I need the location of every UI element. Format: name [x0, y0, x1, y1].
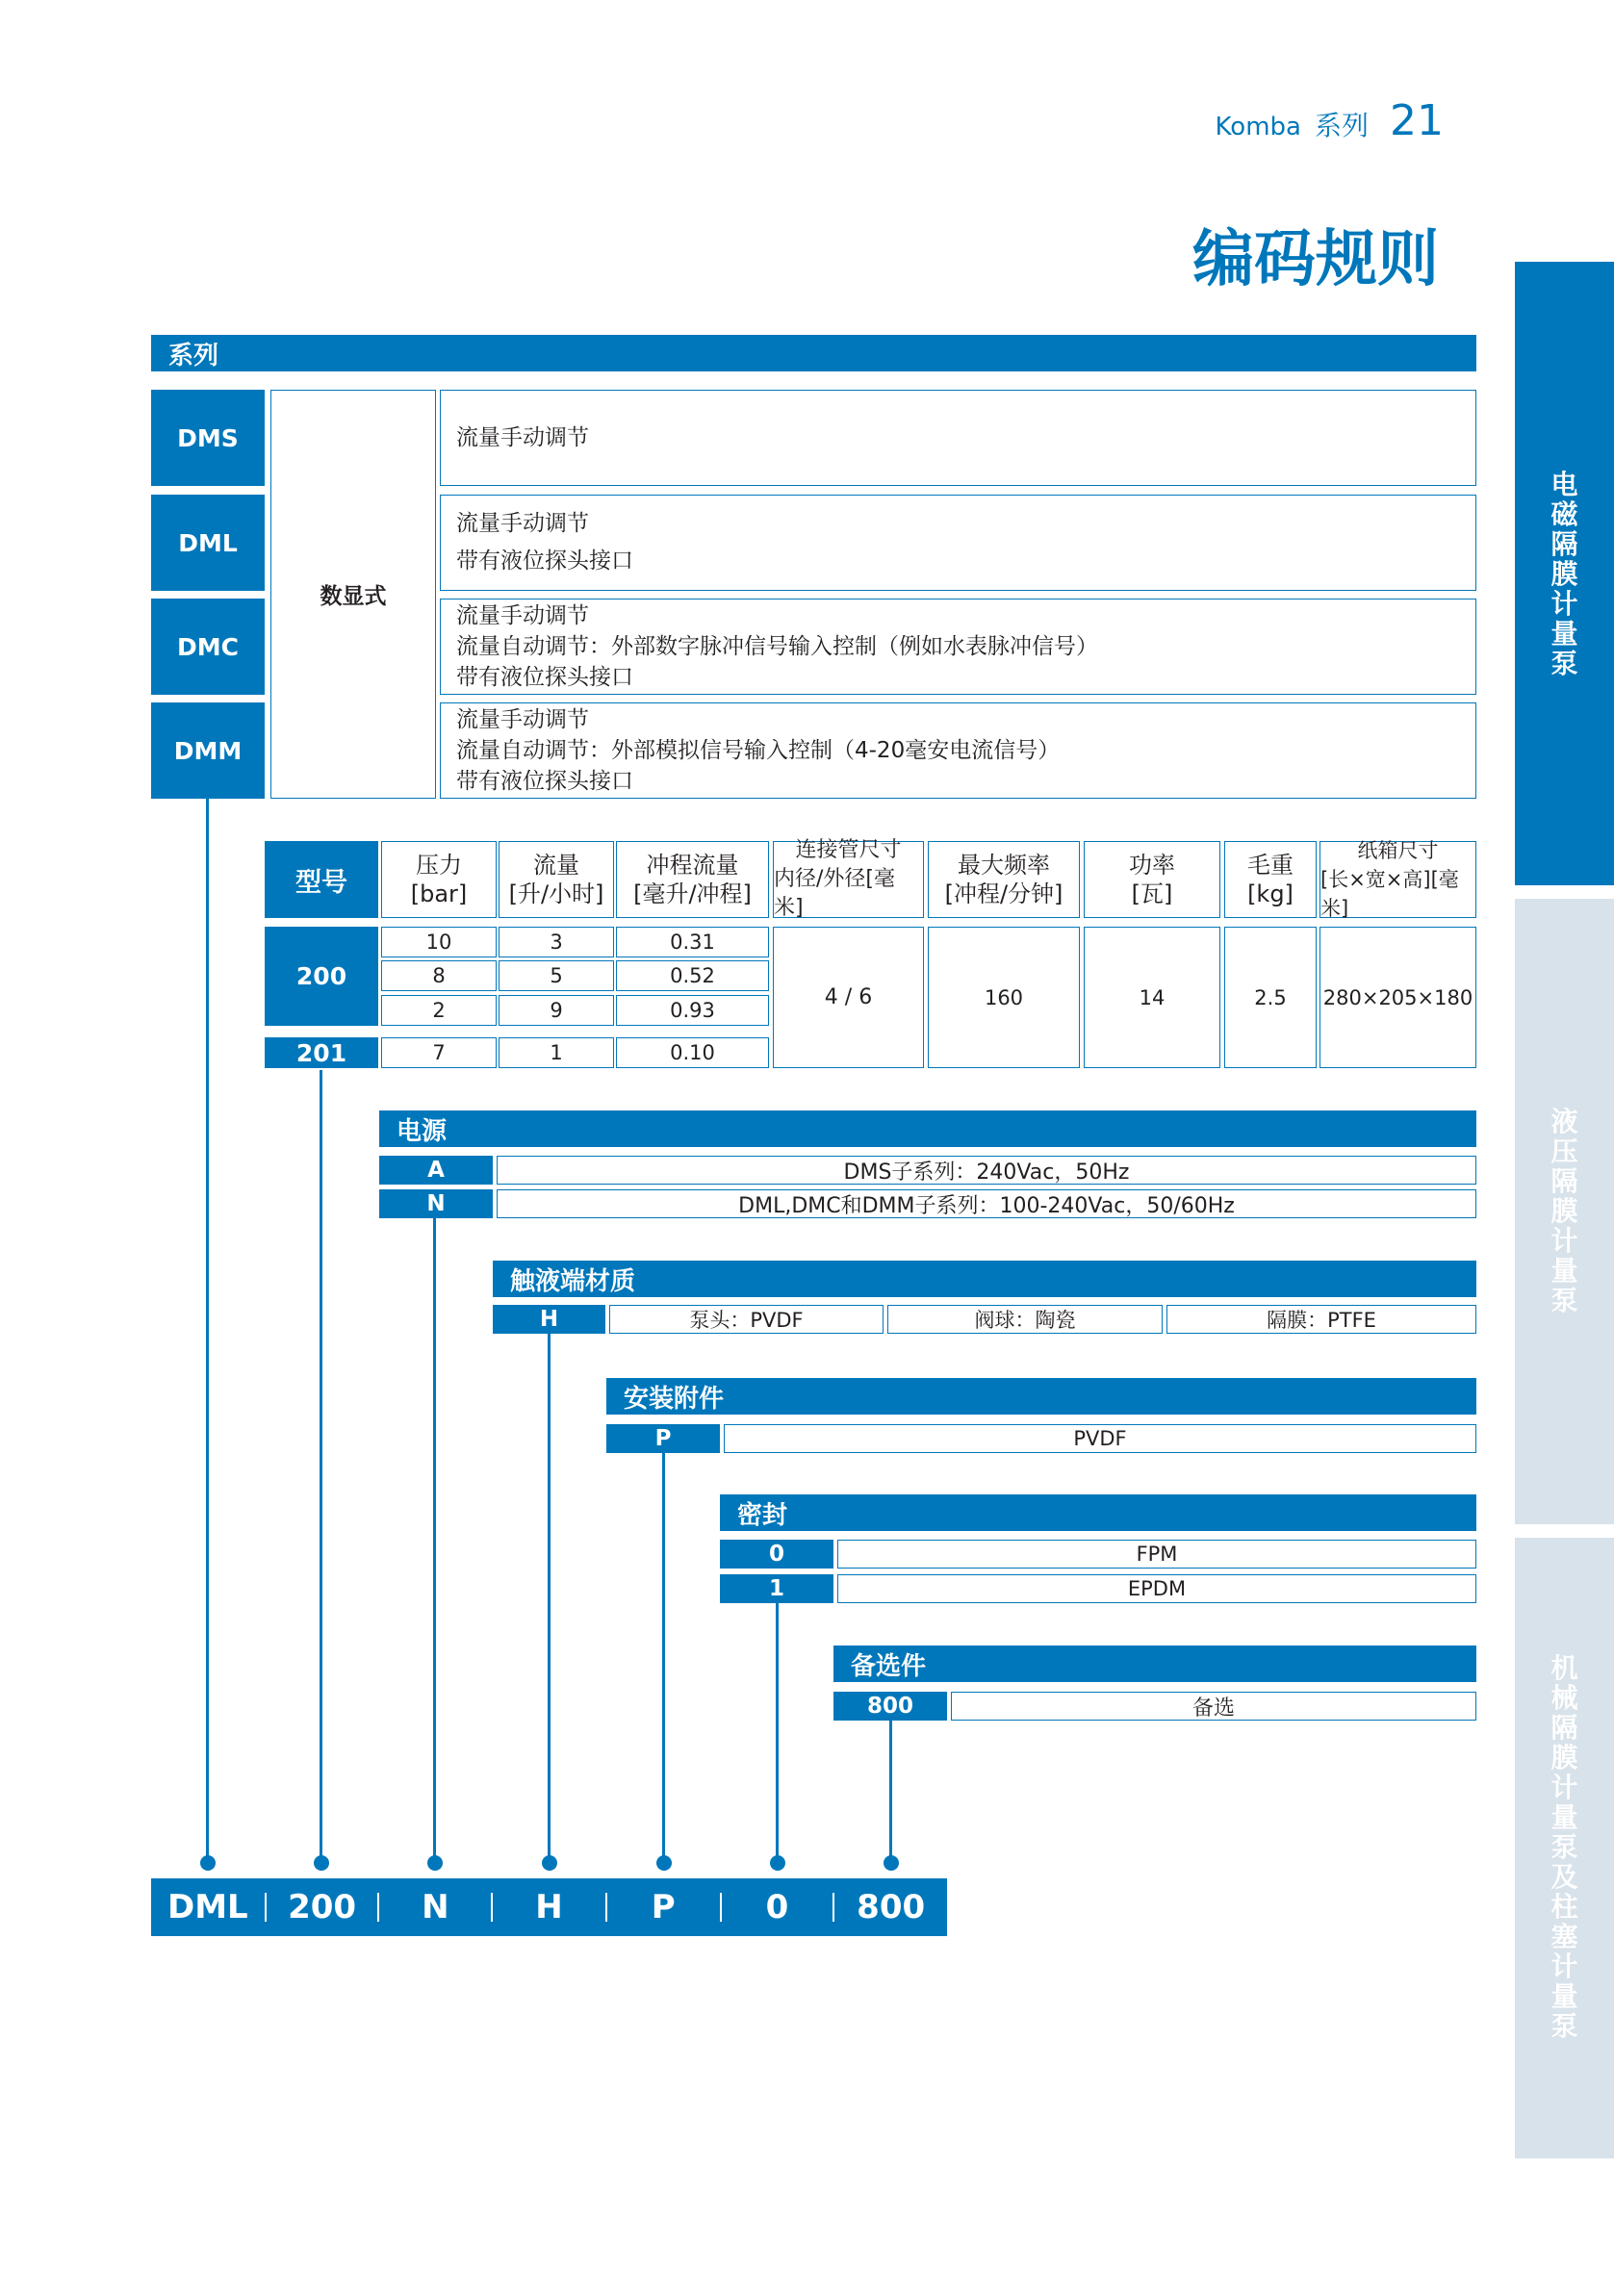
max-freq-cell: 160: [928, 927, 1080, 1068]
header-line1: 功率: [1129, 852, 1175, 879]
side-tab-label: 机械隔膜计量泵及柱塞计量泵: [1550, 1652, 1578, 2042]
brand-name: Komba: [1215, 113, 1301, 141]
table-cell: 2: [381, 995, 497, 1026]
table-cell: 9: [499, 995, 614, 1026]
seal-code-1: 1: [720, 1574, 833, 1603]
power-code-n: N: [379, 1189, 493, 1218]
header-line1: 冲程流量: [646, 852, 739, 879]
power-desc-a: DMS子系列：240Vac，50Hz: [497, 1156, 1476, 1185]
table-cell: 0.52: [616, 960, 769, 991]
header-line2: [bar]: [410, 880, 468, 907]
power-desc-n: DML,DMC和DMM子系列：100-240Vac，50/60Hz: [497, 1189, 1476, 1218]
series-code-dml: DML: [151, 495, 265, 591]
spare-heading: 备选件: [833, 1645, 1476, 1682]
connector-line-model: [320, 1070, 322, 1862]
desc-line: 带有液位探头接口: [456, 665, 633, 690]
col-header-carton: [1319, 841, 1476, 918]
series-heading: 系列: [151, 335, 1476, 371]
table-cell: 7: [381, 1037, 497, 1068]
side-tab-label: 电磁隔膜计量泵: [1550, 469, 1578, 679]
header-line2: [长×宽×高][毫米]: [1320, 868, 1459, 920]
series-code-dmm: DMM: [151, 702, 265, 799]
result-code-series: DML: [167, 1888, 248, 1926]
desc-line: 流量手动调节: [456, 511, 589, 536]
header-line1: 连接管尺寸: [795, 838, 902, 862]
weight-cell: 2.5: [1224, 927, 1317, 1068]
connector-line-material: [548, 1334, 551, 1862]
power-code-a: A: [379, 1156, 493, 1185]
model-code-200: 200: [265, 927, 378, 1026]
col-header-flow: [499, 841, 614, 918]
seal-heading: 密封: [720, 1494, 1476, 1531]
series-desc-dml: [440, 495, 1476, 591]
material-valve-ball: 阀球：陶瓷: [887, 1305, 1163, 1334]
side-tab-hydraulic[interactable]: [1515, 899, 1614, 1524]
header-line1: 纸箱尺寸: [1357, 839, 1439, 862]
model-header: 型号: [265, 841, 378, 918]
connector-line-seal: [776, 1603, 779, 1862]
col-header-weight: [1224, 841, 1317, 918]
connector-dot: [427, 1855, 443, 1871]
series-word: 系列: [1314, 110, 1369, 141]
connector-line-accessory: [662, 1453, 665, 1862]
col-header-stroke-flow: [616, 841, 769, 918]
table-cell: 3: [499, 927, 614, 957]
header-line1: 毛重: [1247, 852, 1294, 879]
col-header-max-freq: [928, 841, 1080, 918]
connector-dot: [314, 1855, 329, 1871]
col-header-power: [1084, 841, 1220, 918]
power-heading: 电源: [379, 1110, 1476, 1147]
header-line2: 内径/外径[毫米]: [774, 867, 895, 920]
carton-cell: 280×205×180: [1319, 927, 1476, 1068]
result-code-material: H: [535, 1888, 563, 1926]
material-pump-head: 泵头：PVDF: [609, 1305, 884, 1334]
col-header-pressure: [381, 841, 497, 918]
desc-line: 流量手动调节: [456, 425, 589, 450]
series-desc-dmc: [440, 599, 1476, 695]
desc-line: 流量自动调节：外部模拟信号输入控制（4-20毫安电流信号）: [456, 738, 1061, 763]
table-cell: 1: [499, 1037, 614, 1068]
connector-dot: [200, 1855, 216, 1871]
connection-size-cell: 4 / 6: [773, 927, 924, 1068]
desc-line: 带有液位探头接口: [456, 548, 633, 574]
col-header-connection: [773, 838, 924, 920]
connector-dot: [542, 1855, 557, 1871]
series-type-text: 数显式: [320, 584, 387, 609]
desc-line: 流量手动调节: [456, 603, 589, 628]
desc-line: 流量自动调节：外部数字脉冲信号输入控制（例如水表脉冲信号）: [456, 634, 1098, 659]
header-line1: 流量: [533, 852, 579, 879]
connector-dot: [770, 1855, 785, 1871]
table-cell: 0.93: [616, 995, 769, 1026]
result-code-bar: [151, 1878, 947, 1936]
material-diaphragm: 隔膜：PTFE: [1166, 1305, 1476, 1334]
desc-line: 流量手动调节: [456, 707, 589, 732]
series-desc-dmm: [440, 702, 1476, 799]
table-cell: 5: [499, 960, 614, 991]
accessory-code-p: P: [606, 1424, 720, 1453]
seal-desc-1: EPDM: [837, 1574, 1476, 1603]
connector-line-power: [433, 1218, 436, 1862]
side-tab-label: 液压隔膜计量泵: [1550, 1106, 1578, 1316]
spare-desc: 备选: [951, 1692, 1476, 1721]
series-code-dms: DMS: [151, 390, 265, 486]
table-cell: 8: [381, 960, 497, 991]
result-code-seal: 0: [765, 1888, 789, 1926]
series-desc-dms: [440, 390, 1476, 486]
table-cell: 10: [381, 927, 497, 957]
material-code-h: H: [493, 1305, 605, 1334]
page-header: [1136, 96, 1444, 154]
side-tab-electromagnetic[interactable]: [1515, 262, 1614, 885]
page-title: 编码规则: [1192, 224, 1439, 295]
header-line1: 最大频率: [958, 852, 1050, 879]
table-cell: 0.31: [616, 927, 769, 957]
header-line2: [kg]: [1247, 880, 1294, 907]
series-code-dmc: DMC: [151, 599, 265, 695]
page-number: 21: [1390, 96, 1444, 145]
connector-dot: [884, 1855, 899, 1871]
series-type-label: [270, 390, 436, 799]
result-code-accessory: P: [651, 1888, 676, 1926]
accessory-desc: PVDF: [724, 1424, 1476, 1453]
seal-code-0: 0: [720, 1540, 833, 1569]
connector-line-spare: [889, 1721, 892, 1862]
table-cell: 0.10: [616, 1037, 769, 1068]
connector-line-series: [206, 799, 209, 1862]
material-heading: 触液端材质: [493, 1261, 1476, 1297]
result-code-model: 200: [288, 1888, 357, 1926]
result-code-spare: 800: [857, 1888, 926, 1926]
desc-line: 带有液位探头接口: [456, 769, 633, 794]
header-line1: 压力: [416, 852, 462, 879]
accessory-heading: 安装附件: [606, 1378, 1476, 1415]
seal-desc-0: FPM: [837, 1540, 1476, 1569]
model-code-201: 201: [265, 1037, 378, 1068]
header-line2: [毫升/冲程]: [633, 880, 752, 907]
header-line2: [冲程/分钟]: [944, 880, 1063, 907]
header-line2: [升/小时]: [508, 880, 604, 907]
power-cell: 14: [1084, 927, 1220, 1068]
connector-dot: [656, 1855, 672, 1871]
header-line2: [瓦]: [1131, 880, 1173, 907]
spare-code-800: 800: [833, 1692, 947, 1721]
side-tab-mechanical[interactable]: [1515, 1538, 1614, 2158]
result-code-power: N: [422, 1888, 449, 1926]
